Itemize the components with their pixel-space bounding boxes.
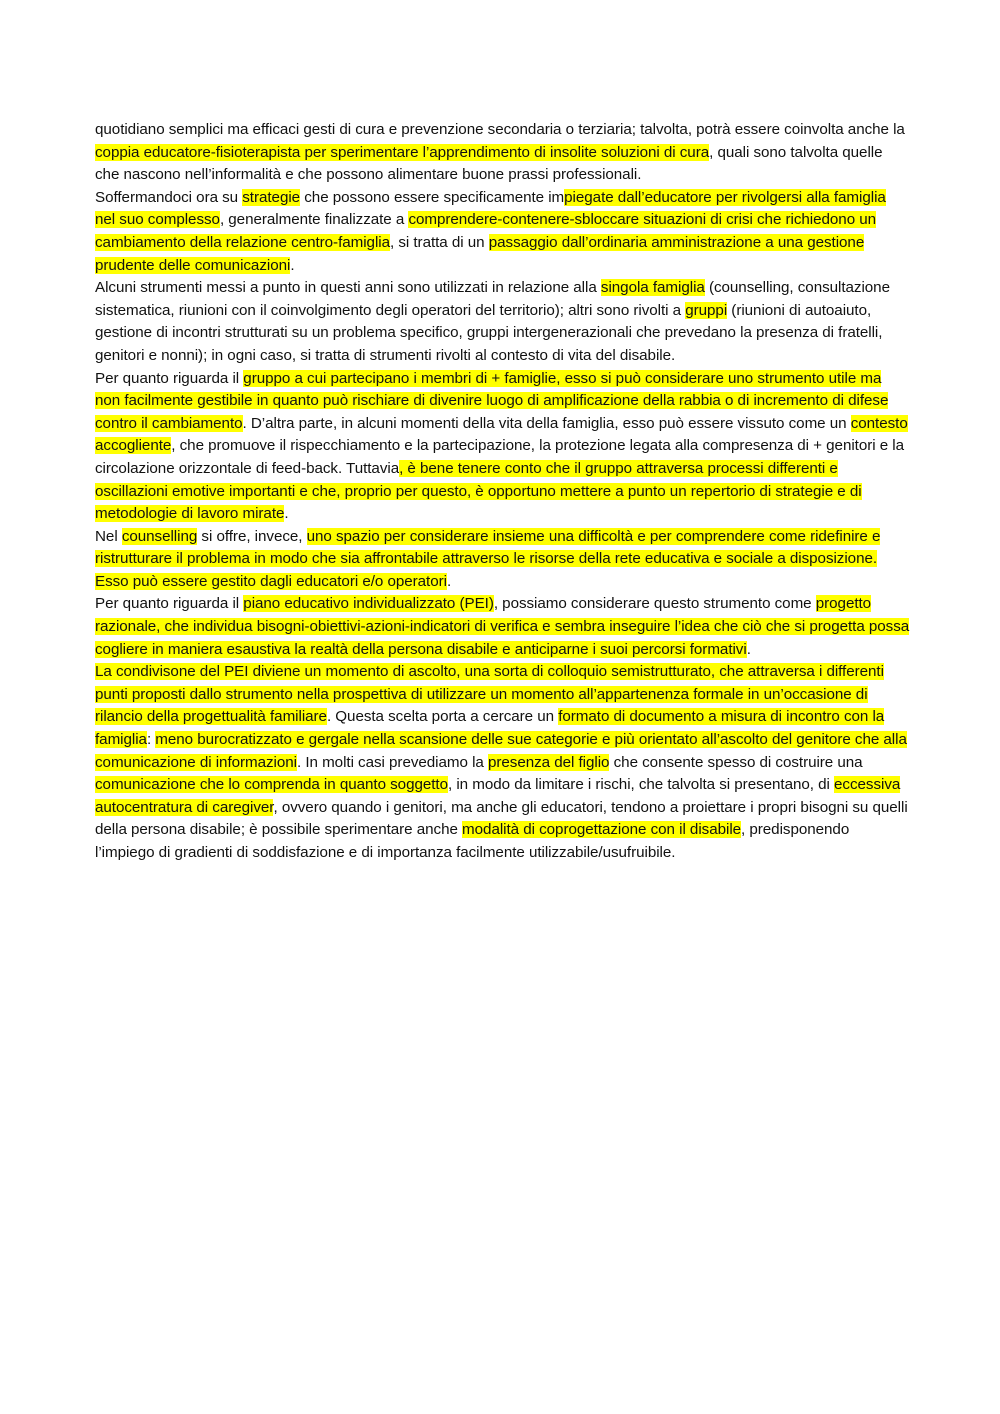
highlighted-text: comunicazione che lo comprenda in quanto soggetto: [95, 776, 449, 794]
highlighted-text: strategie: [242, 188, 301, 206]
paragraph: [95, 277, 910, 367]
highlighted-text: gruppo a cui partecipano i membri di + famiglie, esso si può considerare uno strumento utile ma non facilmente gestibile in quanto può rischiare di divenire luogo di amplificazione della rabbia o di incremento di difese contro il cambiamento: [95, 369, 889, 432]
text-run: (counselling, consultazione sistematica, riunioni con il coinvolgimento degli operatori del territorio); altri sono rivolti a: [95, 279, 890, 319]
highlighted-text: singola famiglia: [600, 279, 705, 297]
text-run: . D’altra parte, in alcuni momenti della vita della famiglia, esso può essere vissuto come un: [242, 414, 851, 432]
text-run: , possiamo considerare questo strumento come: [493, 595, 816, 613]
text-run: (riunioni di autoaiuto, gestione di incontri strutturati su un problema specifico, gruppi intergenerazionali che prevedano la presenza di fratelli, genitori e nonni); in ogni caso, si tratta di strumenti rivolti al contesto di vita del disabile.: [95, 301, 883, 364]
highlighted-text: , è bene tenere conto che il gruppo attraversa processi differenti e oscillazioni emotive importanti e che, proprio per questo, è opportuno mettere a punto un repertorio di strategie e di metodologie di lavoro mirate: [95, 459, 862, 523]
highlighted-text: piegate dall’educatore per rivolgersi alla famiglia nel suo complesso: [95, 188, 886, 229]
text-run: , ovvero quando i genitori, ma anche gli educatori, tendono a proiettare i propri bisogni su quelli della persona disabile; è possibile sperimentare anche: [95, 798, 908, 839]
highlighted-text: counselling: [121, 527, 198, 545]
text-run: , che promuove il rispecchiamento e la partecipazione, la protezione legata alla compresenza di + genitori e la circolazione orizzontale di feed-back. Tuttavia: [95, 437, 905, 477]
highlighted-text: eccessiva autocentratura di caregiver: [95, 776, 901, 816]
text-run: si offre, invece,: [197, 527, 307, 545]
paragraph: [95, 187, 910, 277]
highlighted-text: progetto razionale, che individua bisogni-obiettivi-azioni-indicatori di verifica e sembra inseguire l’idea che ciò che si progetta possa cogliere in maniera esaustiva la realtà della persona disabile e anticiparne i suoi percorsi formativi: [95, 595, 910, 658]
highlighted-text: modalità di coprogettazione con il disabile: [462, 821, 742, 839]
highlighted-text: gruppi: [685, 301, 728, 319]
text-run: .: [284, 505, 289, 523]
text-run: Soffermandoci ora su: [95, 188, 243, 206]
text-run: . In molti casi prevediamo la: [297, 753, 488, 771]
highlighted-text: comprendere-contenere-sbloccare situazioni di crisi che richiedono un cambiamento della relazione centro-famiglia: [95, 211, 877, 251]
text-run: , generalmente finalizzate a: [219, 211, 409, 229]
text-run: .: [746, 640, 751, 658]
paragraph: [95, 593, 910, 661]
text-run: , si tratta di un: [390, 233, 489, 251]
paragraph: [95, 368, 910, 526]
highlighted-text: passaggio dall’ordinaria amministrazione a una gestione prudente delle comunicazioni: [95, 233, 865, 274]
text-run: che possono essere specificamente im: [300, 188, 565, 206]
text-run: , in modo da limitare i rischi, che talvolta si presentano, di: [448, 776, 835, 794]
highlighted-text: presenza del figlio: [487, 753, 610, 771]
paragraph: [95, 119, 910, 187]
text-run: Per quanto riguarda il: [95, 369, 244, 387]
highlighted-text: uno spazio per considerare insieme una difficoltà e per comprendere come ridefinire e ristrutturare il problema in modo che sia affrontabile attraverso le risorse della rete educativa e sociale a disposizione. Esso può essere gestito dagli educatori e/o operatori: [95, 527, 881, 590]
text-run: . Questa scelta porta a cercare un: [326, 708, 559, 726]
highlighted-text: piano educativo individualizzato (PEI): [243, 595, 494, 613]
text-run: che consente spesso di costruire una: [609, 753, 863, 771]
paragraph: [95, 526, 910, 594]
highlighted-text: formato di documento a misura di incontro con la famiglia: [95, 708, 885, 749]
text-run: .: [290, 256, 295, 274]
text-run: .: [446, 572, 452, 590]
highlighted-text: meno burocratizzato e gergale nella scansione delle sue categorie e più orientato all’ascolto del genitore che alla comunicazione di informazioni: [95, 731, 907, 771]
document-body: [95, 119, 910, 865]
paragraph: [95, 661, 910, 864]
text-run: , quali sono talvolta quelle che nascono nell’informalità e che possono alimentare buone prassi professionali.: [95, 143, 883, 184]
text-run: Nel: [95, 527, 122, 545]
text-run: :: [146, 731, 156, 749]
highlighted-text: coppia educatore-fisioterapista per sperimentare l’apprendimento di insolite soluzioni di cura: [95, 143, 710, 161]
text-run: quotidiano semplici ma efficaci gesti di cura e prevenzione secondaria o terziaria; talvolta, potrà essere coinvolta anche la: [95, 121, 905, 138]
highlighted-text: La condivisone del PEI diviene un momento di ascolto, una sorta di colloquio semistrutturato, che attraversa i differenti punti proposti dallo strumento nella prospettiva di utilizzare un momento all’appartenenza formale in un’occasione di rilancio della progettualità familiare: [95, 663, 884, 726]
text-run: , predisponendo l’impiego di gradienti di soddisfazione e di importanza facilmente utilizzabile/usufruibile.: [95, 821, 850, 861]
highlighted-text: contesto accogliente: [95, 414, 908, 455]
text-run: Per quanto riguarda il: [95, 595, 244, 613]
text-run: Alcuni strumenti messi a punto in questi anni sono utilizzati in relazione alla: [95, 279, 601, 297]
